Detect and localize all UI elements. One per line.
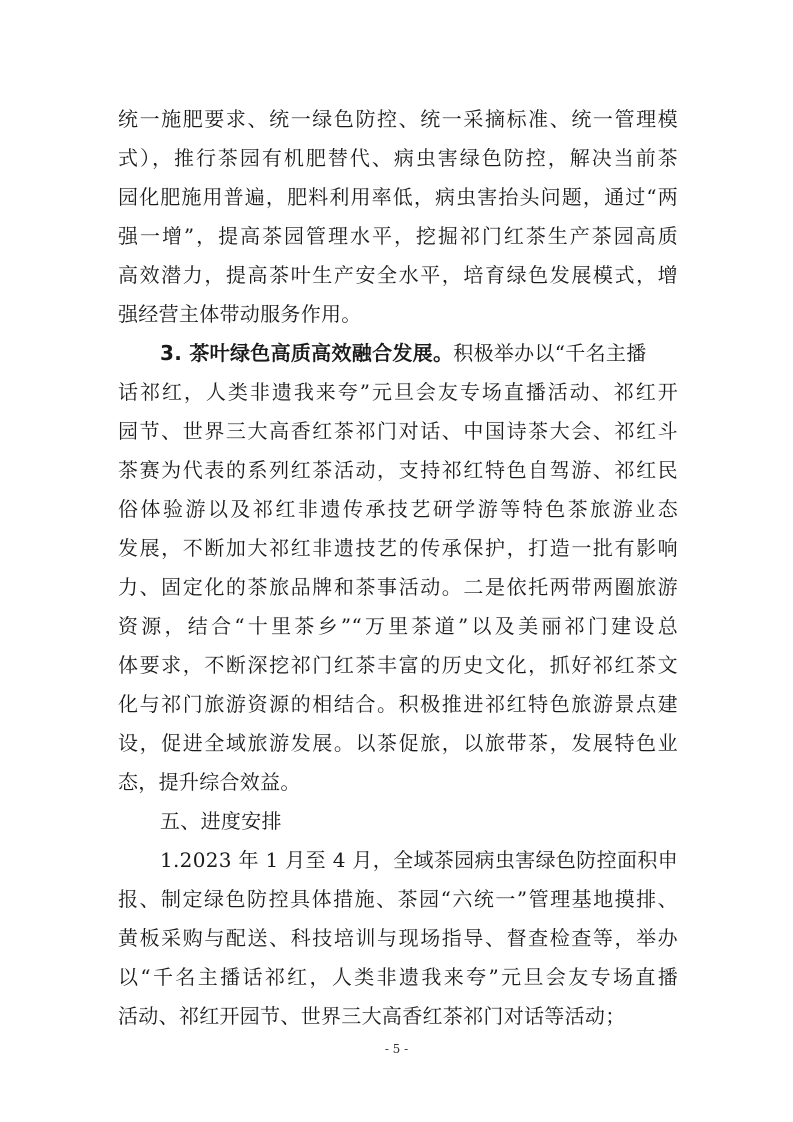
section-5-first-line: 1.2023 年 1 月至 4 月，全域茶园病虫害绿色防控面积申: [160, 848, 678, 872]
paragraph-line: 茶赛为代表的系列红茶活动，支持祁红特色自驾游、祁红民: [118, 458, 678, 482]
paragraph-line: 式），推行茶园有机肥替代、病虫害绿色防控，解决当前茶: [118, 146, 678, 170]
page-number: - 5 -: [384, 1042, 409, 1056]
paragraph-line: 报、制定绿色防控具体措施、茶园“六统一”管理基地摸排、: [118, 887, 678, 911]
paragraph-line: 发展，不断加大祁红非遗技艺的传承保护，打造一批有影响: [118, 536, 678, 560]
paragraph-line: 力、固定化的茶旅品牌和茶事活动。二是依托两带两圈旅游: [118, 575, 678, 599]
paragraph-line: 设，促进全域旅游发展。以茶促旅，以旅带茶，发展特色业: [118, 731, 678, 755]
paragraph-line: 资源，结合“十里茶乡”“万里茶道”以及美丽祁门建设总: [118, 614, 678, 638]
paragraph-line: 统一施肥要求、统一绿色防控、统一采摘标准、统一管理模: [118, 107, 678, 131]
paragraph-line: 态，提升综合效益。: [118, 770, 301, 794]
section-3-first-line-text: 积极举办以“千名主播: [453, 341, 647, 365]
section-3-first-line: [160, 341, 678, 365]
section-3-heading: 3. 茶叶绿色高质高效融合发展。: [160, 341, 454, 365]
paragraph-line: 强一增”，提高茶园管理水平，挖掘祁门红茶生产茶园高质: [118, 224, 678, 248]
paragraph-line: 化与祁门旅游资源的相结合。积极推进祁红特色旅游景点建: [118, 692, 678, 716]
paragraph-line: 活动、祁红开园节、世界三大高香红茶祁门对话等活动；: [118, 1004, 626, 1028]
paragraph-line: 俗体验游以及祁红非遗传承技艺研学游等特色茶旅游业态: [118, 497, 678, 521]
section-5-heading: 五、进度安排: [160, 809, 282, 833]
paragraph-line: 话祁红，人类非遗我来夸”元旦会友专场直播活动、祁红开: [118, 380, 678, 404]
paragraph-line: 黄板采购与配送、科技培训与现场指导、督查检查等，举办: [118, 926, 678, 950]
paragraph-line: 体要求，不断深挖祁门红茶丰富的历史文化，抓好祁红茶文: [118, 653, 678, 677]
paragraph-line: 强经营主体带动服务作用。: [118, 302, 362, 326]
paragraph-line: 园节、世界三大高香红茶祁门对话、中国诗茶大会、祁红斗: [118, 419, 678, 443]
paragraph-line: 高效潜力，提高茶叶生产安全水平，培育绿色发展模式，增: [118, 263, 678, 287]
paragraph-line: 以“千名主播话祁红，人类非遗我来夸”元旦会友专场直播: [118, 965, 678, 989]
paragraph-line: 园化肥施用普遍，肥料利用率低，病虫害抬头问题，通过“两: [118, 185, 678, 209]
